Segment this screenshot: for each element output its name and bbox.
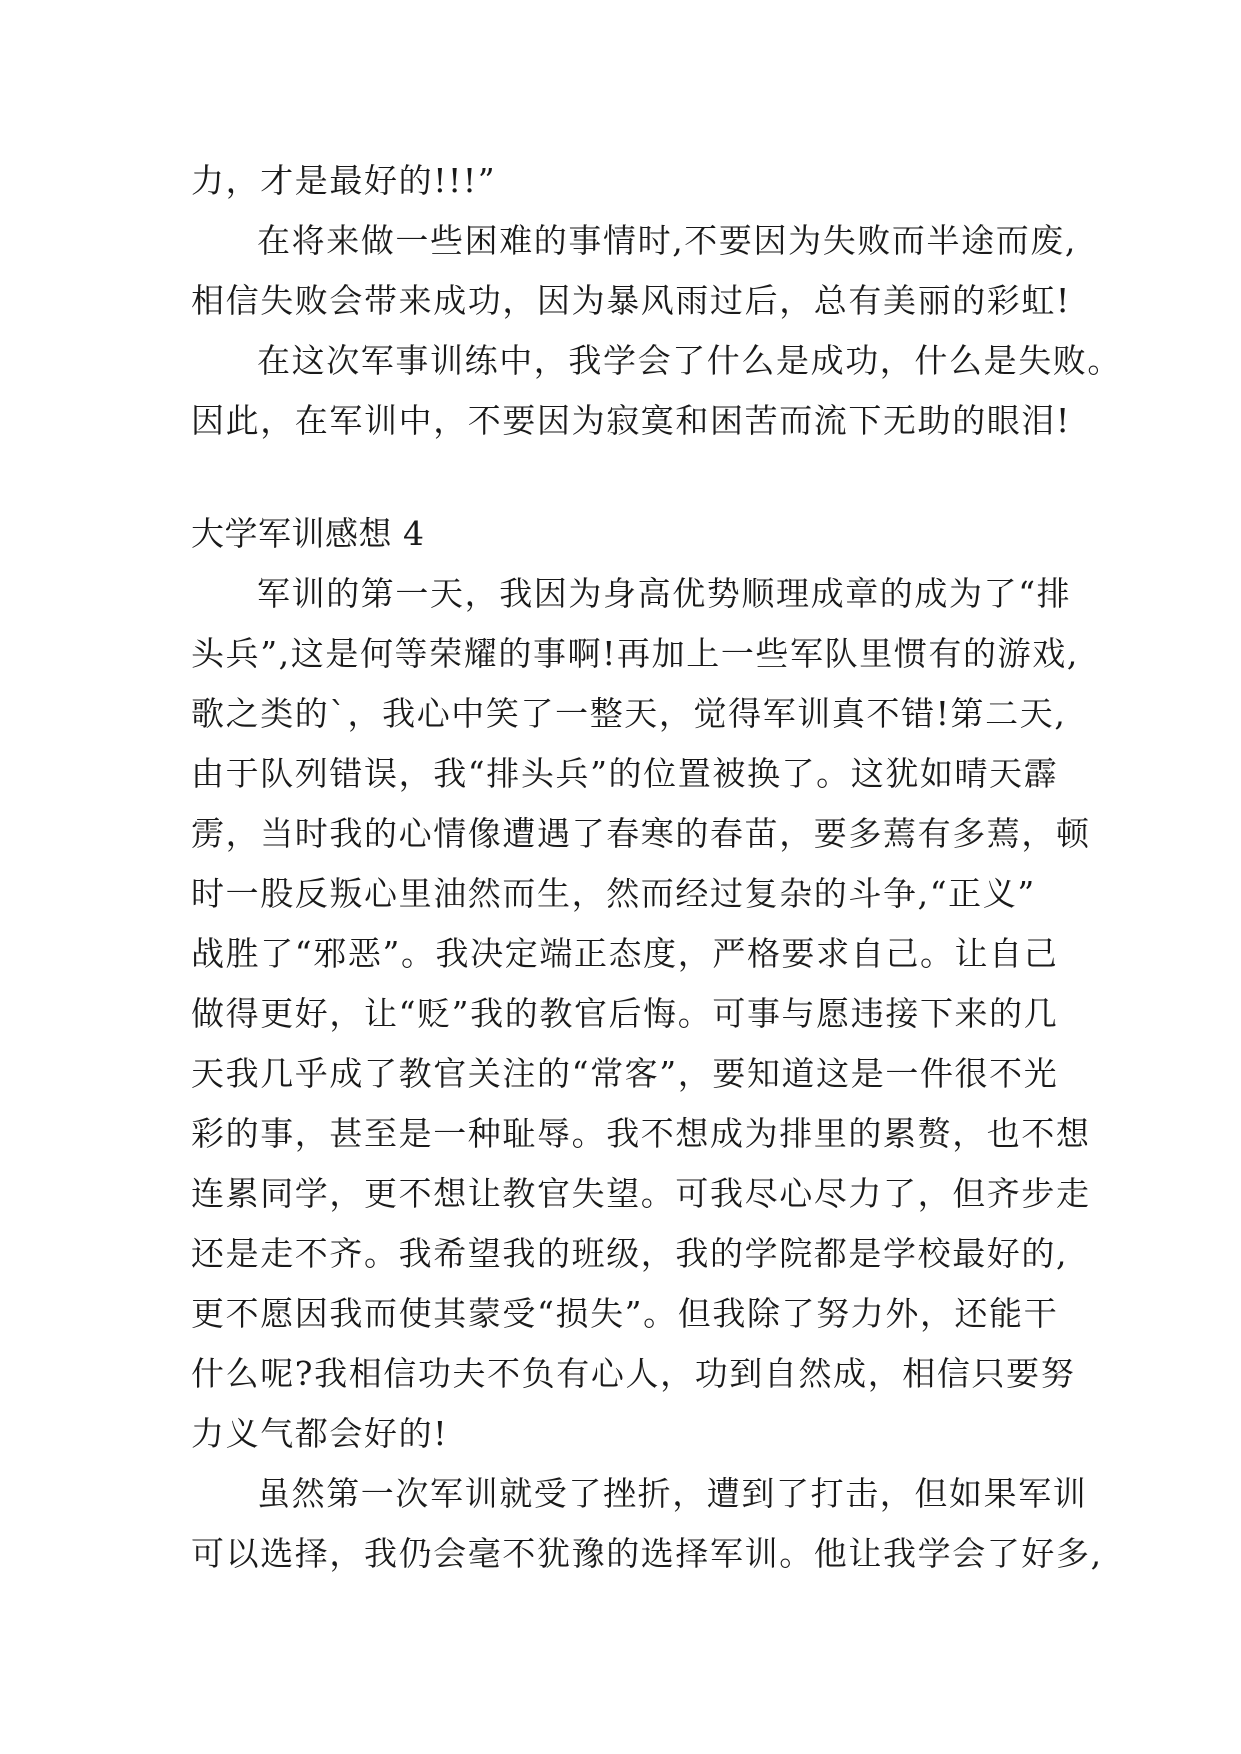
paragraph-line: 还是走不齐。我希望我的班级，我的学院都是学校最好的, xyxy=(191,1234,1069,1273)
paragraph-line: 歌之类的`，我心中笑了一整天，觉得军训真不错!第二天, xyxy=(191,694,1067,733)
paragraph-line: 连累同学，更不想让教官失望。可我尽心尽力了，但齐步走 xyxy=(191,1174,1091,1213)
paragraph-line: 因此，在军训中，不要因为寂寞和困苦而流下无助的眼泪! xyxy=(191,401,1071,440)
section-heading: 大学军训感想 4 xyxy=(191,514,425,553)
paragraph-line: 雳，当时我的心情像遭遇了春寒的春苗，要多蔫有多蔫，顿 xyxy=(191,814,1091,853)
paragraph-line: 天我几乎成了教官关注的“常客”，要知道这是一件很不光 xyxy=(191,1054,1059,1093)
paragraph-line: 可以选择，我仍会毫不犹豫的选择军训。他让我学会了好多, xyxy=(191,1534,1103,1573)
paragraph-line: 力，才是最好的!!!” xyxy=(191,161,497,200)
paragraph-line: 在将来做一些困难的事情时,不要因为失败而半途而废, xyxy=(257,221,1077,260)
paragraph-line: 时一股反叛心里油然而生，然而经过复杂的斗争,“正义” xyxy=(191,874,1036,913)
paragraph-line: 虽然第一次军训就受了挫折，遭到了打击，但如果军训 xyxy=(257,1474,1088,1513)
paragraph-line: 更不愿因我而使其蒙受“损失”。但我除了努力外，还能干 xyxy=(191,1294,1059,1333)
paragraph-line: 彩的事，甚至是一种耻辱。我不想成为排里的累赘，也不想 xyxy=(191,1114,1091,1153)
paragraph-line: 在这次军事训练中，我学会了什么是成功，什么是失败。 xyxy=(257,341,1122,380)
paragraph-line: 军训的第一天，我因为身高优势顺理成章的成为了“排 xyxy=(257,574,1072,613)
paragraph-line: 力义气都会好的! xyxy=(191,1414,449,1453)
paragraph-line: 头兵”,这是何等荣耀的事啊!再加上一些军队里惯有的游戏, xyxy=(191,634,1079,673)
paragraph-line: 由于队列错误，我“排头兵”的位置被换了。这犹如晴天霹 xyxy=(191,754,1059,793)
paragraph-line: 什么呢?我相信功夫不负有心人，功到自然成，相信只要努 xyxy=(191,1354,1076,1393)
paragraph-line: 相信失败会带来成功，因为暴风雨过后，总有美丽的彩虹! xyxy=(191,281,1071,320)
paragraph-line: 战胜了“邪恶”。我决定端正态度，严格要求自己。让自己 xyxy=(191,934,1059,973)
paragraph-line: 做得更好，让“贬”我的教官后悔。可事与愿违接下来的几 xyxy=(191,994,1059,1033)
